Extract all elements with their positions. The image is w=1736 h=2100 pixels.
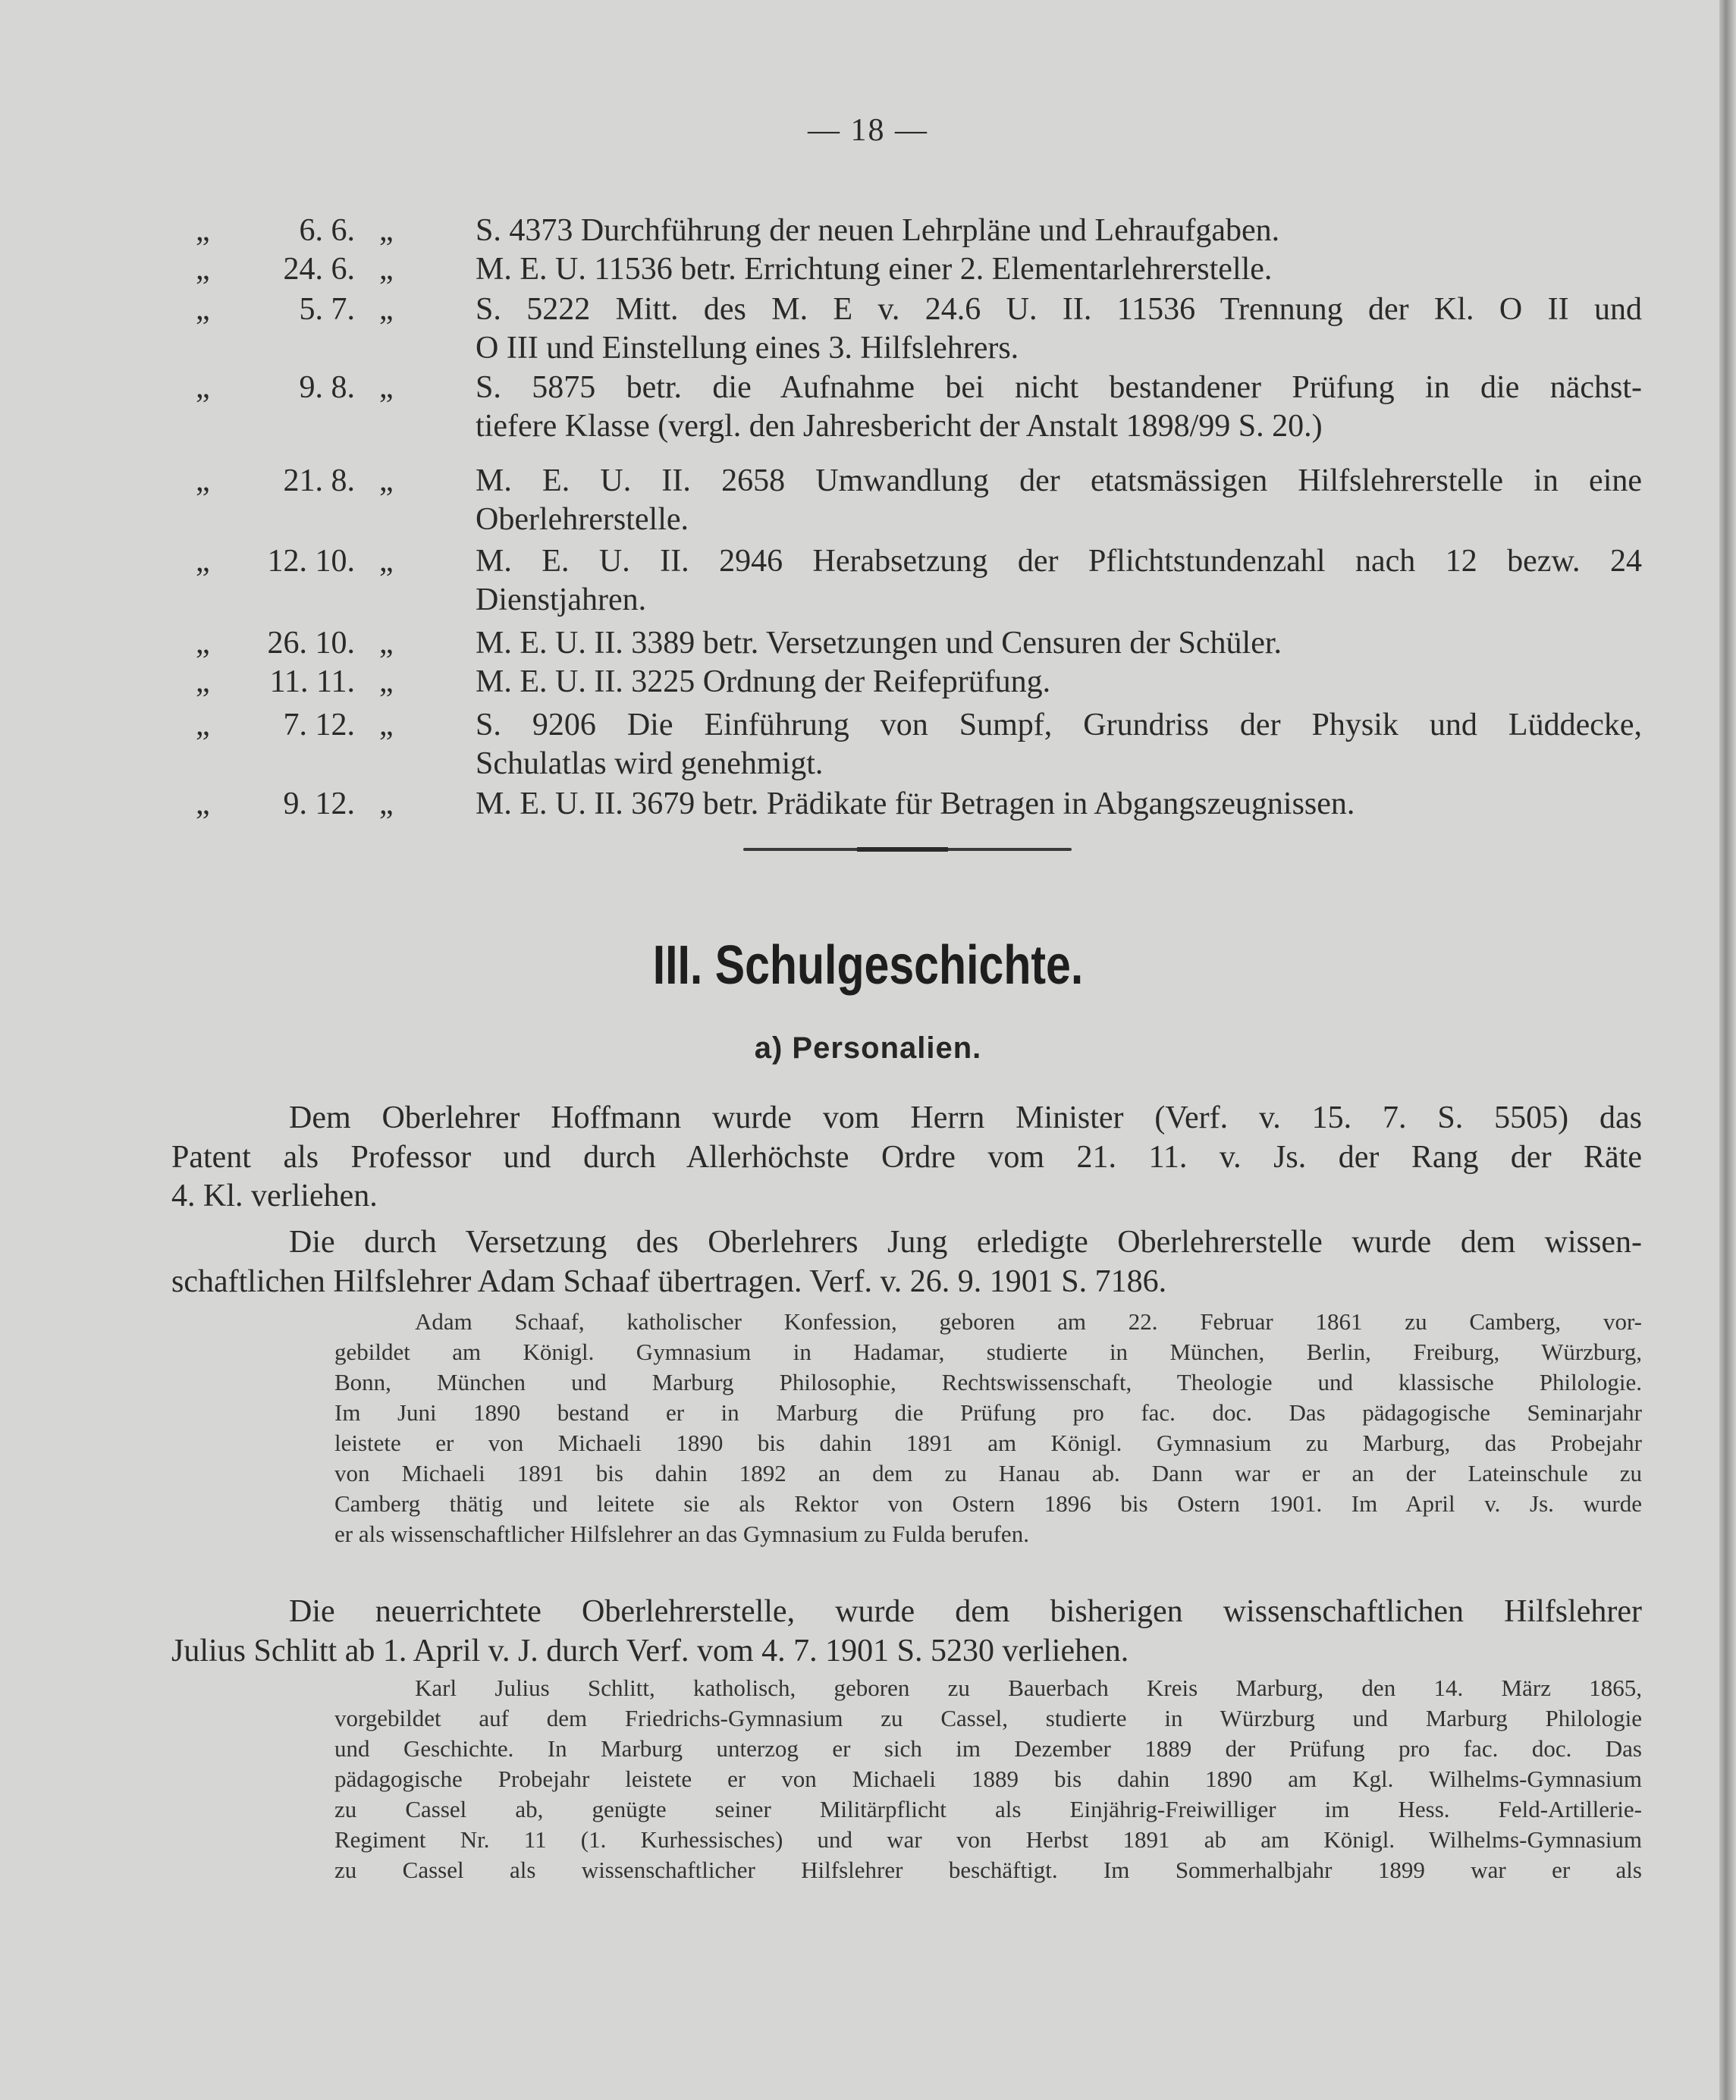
biography-line: pädagogische Probejahr leistete er von Michaeli 1889 bis dahin 1890 am Kgl. Wilhelms-Gymnasium xyxy=(334,1766,1642,1792)
ditto-mark: „ xyxy=(196,664,210,699)
entry-date: 11. 11. xyxy=(269,664,355,699)
ditto-mark: „ xyxy=(379,626,394,661)
biography-line: leistete er von Michaeli 1890 bis dahin 1891 am Königl. Gymnasium zu Marburg, das Probejahr xyxy=(334,1430,1642,1456)
entry-date: 9. 8. xyxy=(299,370,355,405)
entry-text: M. E. U. II. 3389 betr. Versetzungen und Censuren der Schüler. xyxy=(476,626,1282,661)
entry-text: tiefere Klasse (vergl. den Jahresbericht der Anstalt 1898/99 S. 20.) xyxy=(476,409,1323,444)
paragraph-line: Die durch Versetzung des Oberlehrers Jung erledigte Oberlehrerstelle wurde dem wissen- xyxy=(289,1225,1642,1260)
ditto-mark: „ xyxy=(196,252,210,287)
entry-text: S. 4373 Durchführung der neuen Lehrpläne und Lehraufgaben. xyxy=(476,213,1280,248)
page-number: — 18 — xyxy=(808,113,928,148)
section-divider xyxy=(743,848,1072,851)
ditto-mark: „ xyxy=(379,292,394,327)
ditto-mark: „ xyxy=(196,786,210,821)
entry-text: M. E. U. II. 3225 Ordnung der Reifeprüfung. xyxy=(476,664,1051,699)
entry-date: 9. 12. xyxy=(283,786,355,821)
ditto-mark: „ xyxy=(379,370,394,405)
ditto-mark: „ xyxy=(379,708,394,742)
biography-line: vorgebildet auf dem Friedrichs-Gymnasium zu Cassel, studierte in Würzburg und Marburg Philologie xyxy=(334,1705,1642,1731)
entry-text: S. 9206 Die Einführung von Sumpf, Grundriss der Physik und Lüddecke, xyxy=(476,708,1642,742)
ditto-mark: „ xyxy=(379,463,394,498)
paragraph-line: schaftlichen Hilfslehrer Adam Schaaf übertragen. Verf. v. 26. 9. 1901 S. 7186. xyxy=(171,1263,1167,1299)
ditto-mark: „ xyxy=(196,370,210,405)
ditto-mark: „ xyxy=(196,213,210,248)
entry-date: 21. 8. xyxy=(283,463,355,498)
entry-text: Oberlehrerstelle. xyxy=(476,502,689,537)
biography-line: und Geschichte. In Marburg unterzog er sich im Dezember 1889 der Prüfung pro fac. doc. Das xyxy=(334,1735,1642,1762)
entry-text: M. E. U. 11536 betr. Errichtung einer 2. Elementarlehrerstelle. xyxy=(476,252,1273,287)
entry-date: 5. 7. xyxy=(299,292,355,327)
entry-text: S. 5222 Mitt. des M. E v. 24.6 U. II. 11536 Trennung der Kl. O II und xyxy=(476,292,1642,327)
biography-line: zu Cassel ab, genügte seiner Militärpflicht als Einjährig-Freiwilliger im Hess. Feld-Artillerie- xyxy=(334,1796,1642,1822)
biography-line: Camberg thätig und leitete sie als Rektor von Ostern 1896 bis Ostern 1901. Im April v. Js. wurde xyxy=(334,1490,1642,1517)
biography-line: Adam Schaaf, katholischer Konfession, geboren am 22. Februar 1861 zu Camberg, vor- xyxy=(415,1308,1642,1335)
entry-text: M. E. U. II. 2658 Umwandlung der etatsmässigen Hilfslehrerstelle in eine xyxy=(476,463,1642,498)
paragraph-line: Julius Schlitt ab 1. April v. J. durch Verf. vom 4. 7. 1901 S. 5230 verliehen. xyxy=(171,1633,1129,1668)
ditto-mark: „ xyxy=(196,626,210,661)
biography-line: Karl Julius Schlitt, katholisch, geboren zu Bauerbach Kreis Marburg, den 14. März 1865, xyxy=(415,1675,1642,1701)
subsection-title: a) Personalien. xyxy=(754,1031,982,1065)
ditto-mark: „ xyxy=(196,463,210,498)
section-title: III. Schulgeschichte. xyxy=(652,935,1084,996)
biography-line: Regiment Nr. 11 (1. Kurhessisches) und war von Herbst 1891 ab am Königl. Wilhelms-Gymnasium xyxy=(334,1826,1642,1853)
paragraph-line: 4. Kl. verliehen. xyxy=(171,1179,378,1213)
paragraph-line: Die neuerrichtete Oberlehrerstelle, wurde dem bisherigen wissenschaftlichen Hilfslehrer xyxy=(289,1594,1642,1629)
entry-date: 6. 6. xyxy=(299,213,355,248)
entry-date: 12. 10. xyxy=(267,544,355,579)
entry-text: Dienstjahren. xyxy=(476,582,647,617)
entry-text: M. E. U. II. 3679 betr. Prädikate für Betragen in Abgangszeugnissen. xyxy=(476,786,1355,821)
ditto-mark: „ xyxy=(379,213,394,248)
biography-line: zu Cassel als wissenschaftlicher Hilfslehrer beschäftigt. Im Sommerhalbjahr 1899 war er als xyxy=(334,1857,1642,1883)
entry-text: O III und Einstellung eines 3. Hilfslehrers. xyxy=(476,331,1019,366)
entry-date: 24. 6. xyxy=(283,252,355,287)
entry-date: 7. 12. xyxy=(283,708,355,742)
entry-date: 26. 10. xyxy=(267,626,355,661)
ditto-mark: „ xyxy=(196,544,210,579)
paragraph-line: Dem Oberlehrer Hoffmann wurde vom Herrn Minister (Verf. v. 15. 7. S. 5505) das xyxy=(289,1100,1642,1135)
biography-line: Im Juni 1890 bestand er in Marburg die Prüfung pro fac. doc. Das pädagogische Seminarjahr xyxy=(334,1399,1642,1426)
ditto-mark: „ xyxy=(379,544,394,579)
ditto-mark: „ xyxy=(196,292,210,327)
biography-line: er als wissenschaftlicher Hilfslehrer an das Gymnasium zu Fulda berufen. xyxy=(334,1521,1029,1547)
biography-line: von Michaeli 1891 bis dahin 1892 an dem zu Hanau ab. Dann war er an der Lateinschule zu xyxy=(334,1460,1642,1486)
entry-text: M. E. U. II. 2946 Herabsetzung der Pflichtstundenzahl nach 12 bezw. 24 xyxy=(476,544,1642,579)
ditto-mark: „ xyxy=(379,786,394,821)
entry-text: S. 5875 betr. die Aufnahme bei nicht bestandener Prüfung in die nächst- xyxy=(476,370,1642,405)
ditto-mark: „ xyxy=(379,664,394,699)
biography-line: Bonn, München und Marburg Philosophie, Rechtswissenschaft, Theologie und klassische Philologie. xyxy=(334,1369,1642,1395)
paragraph-line: Patent als Professor und durch Allerhöchste Ordre vom 21. 11. v. Js. der Rang der Räte xyxy=(171,1139,1642,1175)
biography-line: gebildet am Königl. Gymnasium in Hadamar, studierte in München, Berlin, Freiburg, Würzburg, xyxy=(334,1339,1642,1365)
entry-text: Schulatlas wird genehmigt. xyxy=(476,746,824,781)
ditto-mark: „ xyxy=(379,252,394,287)
ditto-mark: „ xyxy=(196,708,210,742)
